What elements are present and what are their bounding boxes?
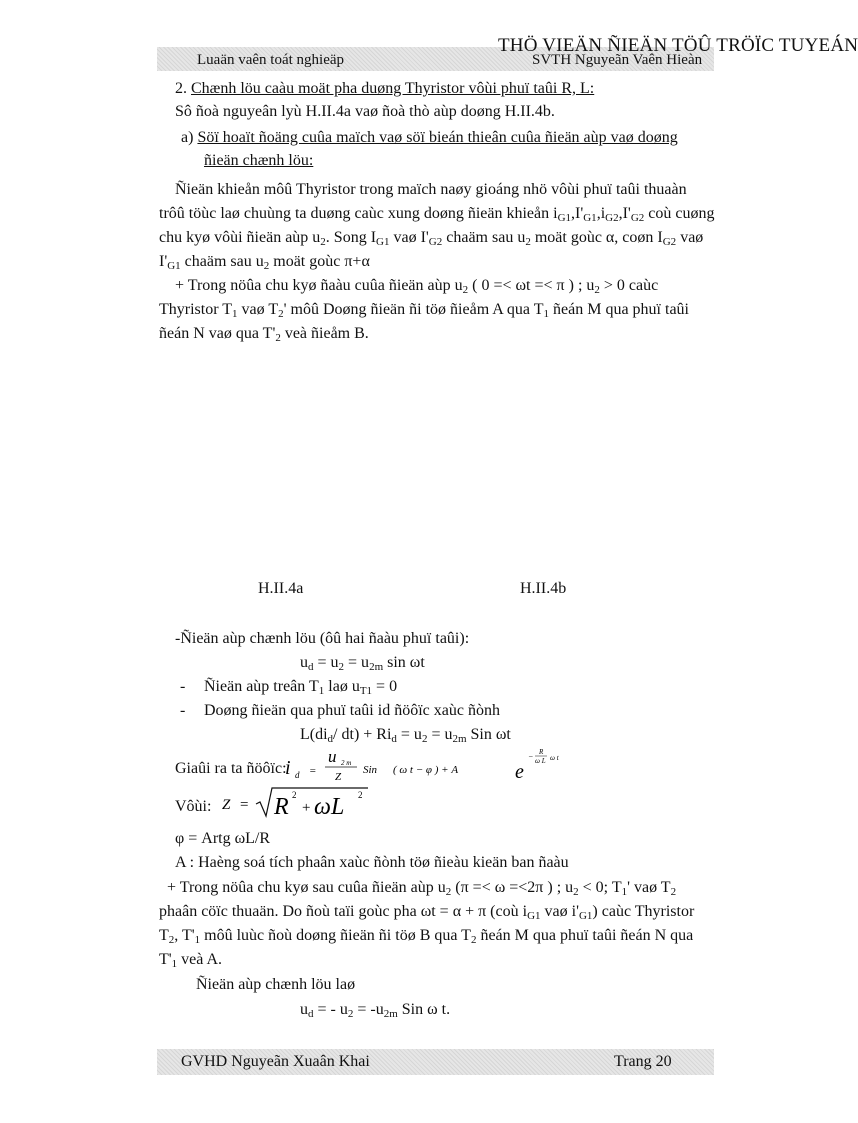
page-number: Trang 20 <box>614 1053 672 1070</box>
svg-text:u: u <box>328 747 337 766</box>
footer-advisor: GVHD Nguyeãn Xuaân Khai <box>181 1053 370 1070</box>
svg-text:ω t: ω t <box>550 754 559 762</box>
svg-text:2: 2 <box>358 790 363 800</box>
section-intro: Sô ñoà nguyeân lyù H.II.4a vaø ñoà thò aùp doøng H.II.4b. <box>175 103 555 120</box>
svg-text:R: R <box>274 794 289 820</box>
equation-ud-negative: $u_d$ = - $u_2 = -u_{2m}$ Sin ω t. <box>300 1001 451 1020</box>
header-student-label: SVTH Nguyeãn Vaên Hieàn <box>532 52 703 68</box>
svg-text:R: R <box>539 748 544 756</box>
para2-line1: + Trong nöûa chu kyø ñaàu cuûa ñieän aùp $u_2$ ( 0 =< ωt =< π ) ; $u_2 > 0$ caùc <box>175 277 659 296</box>
para3-line5: Ñieän aùp chænh löu laø <box>196 976 356 993</box>
section-number: 2. <box>175 80 187 97</box>
svg-text:=: = <box>309 765 317 777</box>
with-label: Vôùi: <box>175 798 212 815</box>
para3-line4: $T'_1$ veà A. <box>159 951 223 970</box>
library-banner: THÖ VIEÄN ÑIEÄN TÖÛ TRÖÏC TUYEÁN <box>498 35 858 56</box>
constant-definition: A : Haèng soá tích phaân xaùc ñònh töø ñieàu kieän ban ñaàu <box>175 854 569 871</box>
svg-text:d: d <box>295 770 300 780</box>
svg-text:=: = <box>240 797 249 813</box>
subsection-label: a) <box>181 129 194 146</box>
phase-angle: φ = Artg ωL/R <box>175 830 271 847</box>
section-heading <box>175 80 594 98</box>
svg-text:ω L: ω L <box>535 757 546 765</box>
solve-label: Giaûi ra ta ñöôïc: <box>175 760 287 777</box>
impedance-formula-graphic <box>210 782 370 822</box>
svg-text:Z: Z <box>222 797 231 813</box>
figure-caption-a: H.II.4a <box>258 580 304 597</box>
svg-text:2: 2 <box>292 790 297 800</box>
svg-text:2 m: 2 m <box>341 759 352 767</box>
rectified-heading: -Ñieän aùp chænh löu (ôû hai ñaàu phuï taûi): <box>175 630 470 647</box>
para2-line3: ñeán N vaø qua $T'_2$ veà ñieåm B. <box>159 325 369 344</box>
subsection-title-line2: ñieän chænh löu: <box>204 152 314 169</box>
svg-text:Z: Z <box>335 771 342 783</box>
impedance-formula <box>210 782 370 827</box>
para3-line1: + Trong nöûa chu kyø sau cuûa ñieän aùp $u_2$ (π =< ω =<2π ) ; $u_2 < 0$; $T_1'$ vaø $T_2$ <box>167 879 677 898</box>
figure-caption-b: H.II.4b <box>520 580 567 597</box>
svg-text:i: i <box>285 757 291 779</box>
para1-line3: chu kyø vôùi ñieän aùp $u_2$. Song $I_{G1}$ vaø $I'_{G2}$ chaäm sau $u_2$ moät goùc α, coøn $I_{G2}$ vaø <box>159 229 704 248</box>
svg-text:( ω t − φ ) + A: ( ω t − φ ) + A <box>393 764 459 776</box>
header-thesis-label: Luaän vaên toát nghieäp <box>197 52 345 68</box>
para3-line2: phaân cöïc thuaän. Do ñoù taïi goùc pha ωt = α + π (coù $i_{G1}$ vaø $i'_{G1}$) caùc Thyristor <box>159 903 695 922</box>
svg-text:Sin: Sin <box>363 764 378 776</box>
para1-line1: Ñieän khieån môû Thyristor trong maïch naøy gioáng nhö vôùi phuï taûi thuaàn <box>175 181 687 198</box>
para2-line2: Thyristor $T_1$ vaø $T_2'$ môû Doøng ñieän ñi töø ñieåm A qua $T_1$ ñeán M qua phuï taûi <box>159 301 689 320</box>
bullet-load-current: - Doøng ñieän qua phuï taûi id ñöôïc xaùc ñònh <box>180 702 500 719</box>
subsection-title-line1: Söï hoaït ñoäng cuûa maïch vaø söï bieán thieân cuûa ñieän aùp vaø doøng <box>197 129 678 146</box>
para1-line2: trôû töùc laø chuùng ta duøng caùc xung doøng ñieän khieån $i_{G1},I'_{G1},i_{G2},I'_{G2}$ coù cuøng <box>159 205 715 224</box>
svg-text:+: + <box>302 800 311 816</box>
equation-ud: $u_d = u_2 = u_{2m}$ sin ωt <box>300 654 425 673</box>
bullet-thyristor-voltage: - Ñieän aùp treân $T_1$ laø $u_{T1} = 0$ <box>180 678 398 697</box>
subsection-a-title <box>181 129 678 147</box>
svg-text:ωL: ωL <box>314 794 345 820</box>
svg-text:e: e <box>515 761 524 783</box>
equation-differential: $L(di_d/$ $dt) + Ri_d = u_2 = u_{2m}$ Sin ωt <box>300 726 511 745</box>
para1-line4: $I'_{G1}$ chaäm sau $u_2$ moät goùc π+α <box>159 253 370 272</box>
section-title: Chænh löu caàu moät pha duøng Thyristor vôùi phuï taûi R, L: <box>191 80 595 97</box>
svg-text:−: − <box>528 752 534 761</box>
para3-line3: $T_2$, $T'_1$ môû luùc ñoù doøng ñieän ñi töø B qua $T_2$ ñeán M qua phuï taûi ñeán N qua <box>159 927 694 946</box>
